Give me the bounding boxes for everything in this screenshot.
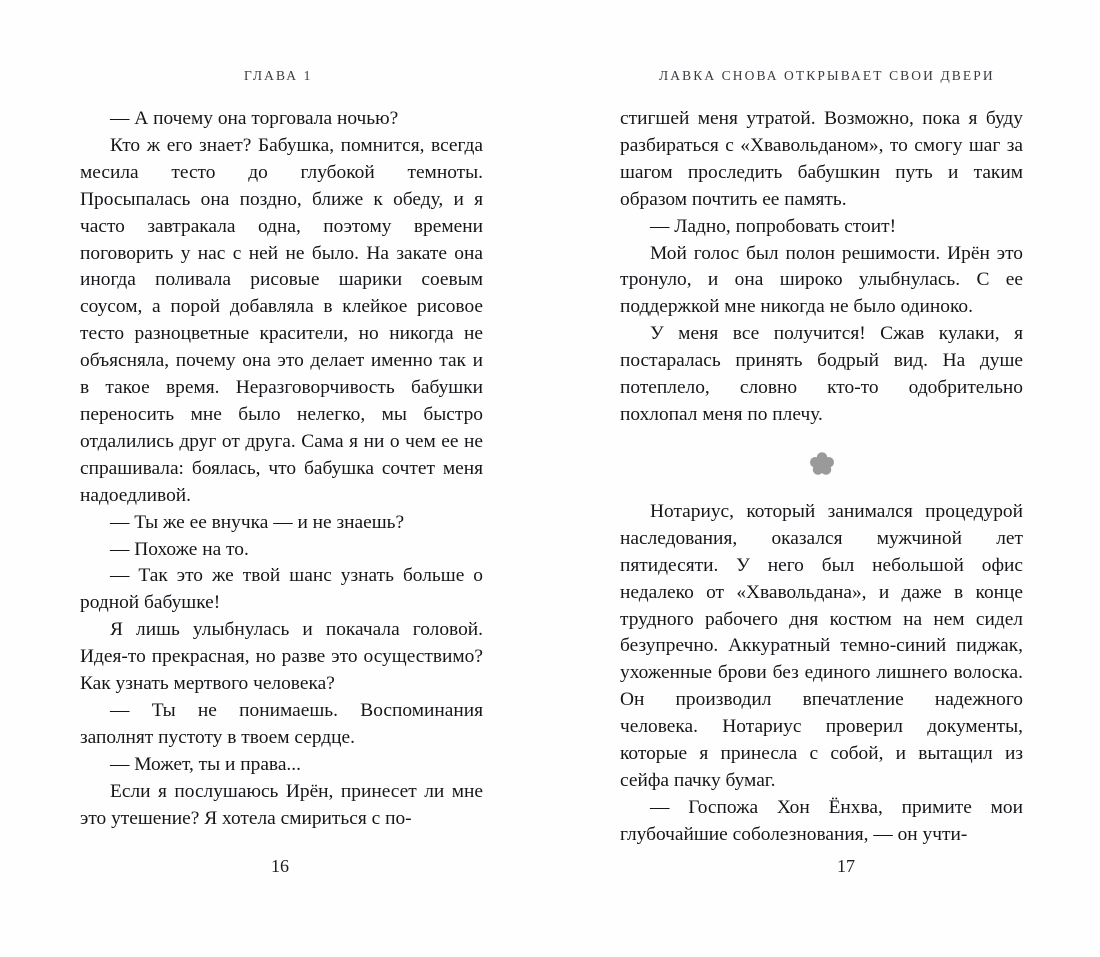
paragraph: — Ладно, попробовать стоит! [650,215,897,237]
paragraph: Если я послушаюсь Ирён, принесет ли мне это утешение? Я хотела смириться с по- [80,780,483,829]
running-head-left: ГЛАВА 1 [244,68,313,83]
paragraph: Мой голос был полон решимости. Ирён это тронуло, и она широко улыбнулась. С ее поддержкой мне никогда не было одиноко. [620,242,1023,318]
running-head-right: ЛАВКА СНОВА ОТКРЫВАЕТ СВОИ ДВЕРИ [659,68,995,83]
paragraph: — Ты не понимаешь. Воспоминания заполнят пустоту в твоем сердце. [80,699,483,748]
paragraph: Нотариус, который занимался процедурой наследования, оказался мужчиной лет пятидесяти. У него был небольшой офис недалеко от «Хвавольдана», и даже в конце трудного рабочего дня костюм на нем сидел безупречно. Аккуратный темно-синий пиджак, ухоженные брови без единого лишнего волоска. Он производил впечатление надежного человека. Нотариус проверил документы, которые я принесла с собой, и вытащил из сейфа пачку бумаг. [620,500,1023,791]
page-number-right: 17 [837,856,855,876]
paragraph: Я лишь улыбнулась и покачала головой. Идея-то прекрасная, но разве это осуществимо? Как узнать мертвого человека? [80,619,483,695]
section-ornament-flower-icon [620,429,1023,499]
right-page [550,0,1100,957]
text-column-left [80,106,483,832]
paragraph: стигшей меня утратой. Возможно, пока я буду разбираться с «Хвавольданом», то смогу шаг за шагом проследить бабушкин путь и таким образом почтить ее память. [620,108,1023,210]
page-number-left: 16 [271,856,289,876]
paragraph: — Так это же твой шанс узнать больше о родной бабушке! [80,565,483,614]
paragraph: — Похоже на то. [110,538,249,560]
paragraph: Кто ж его знает? Бабушка, помнится, всегда месила тесто до глубокой темноты. Просыпалась она поздно, ближе к обеду, и я часто завтракала одна, поэтому времени поговорить у нас с ней не было. На закате она иногда поливала рисовые шарики соевым соусом, а порой добавляла в клейкое рисовое тесто разноцветные красители, но никогда не объясняла, почему она это делает именно так и в такое время. Неразговорчивость бабушки переносить мне было нелегко, мы быстро отдалились друг от друга. Сама я ни о чем ее не спрашивала: боялась, что бабушка сочтет меня надоедливой. [80,134,483,506]
paragraph: — Госпожа Хон Ёнхва, примите мои глубочайшие соболезнования, — он учти- [620,796,1023,845]
text-column-right [620,106,1023,849]
paragraph: — Может, ты и права... [110,753,301,775]
paragraph: — А почему она торговала ночью? [110,108,399,129]
paragraph: У меня все получится! Сжав кулаки, я постаралась принять бодрый вид. На душе потеплело, словно кто-то одобрительно похлопал меня по плечу. [620,323,1023,425]
paragraph: — Ты же ее внучка — и не знаешь? [110,511,405,533]
